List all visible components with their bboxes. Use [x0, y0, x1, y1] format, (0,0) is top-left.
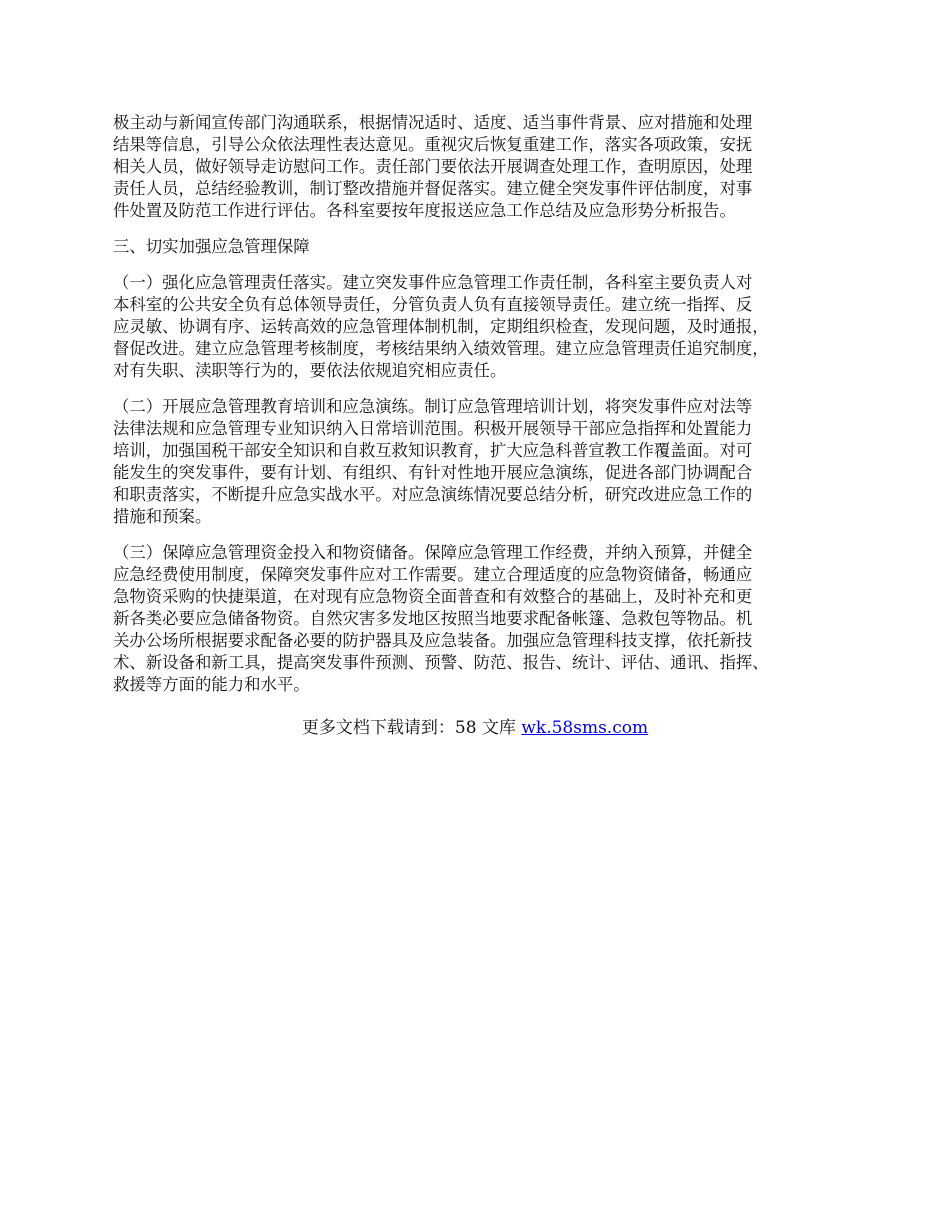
- text-line: 救援等方面的能力和水平。: [113, 675, 310, 694]
- text-line: 件处置及防范工作进行评估。各科室要按年度报送应急工作总结及应急形势分析报告。: [113, 201, 736, 220]
- paragraph-3: [113, 396, 849, 528]
- text-line: 责任人员，总结经验教训，制订整改措施并督促落实。建立健全突发事件评估制度，对事: [113, 179, 753, 198]
- paragraph-1: [113, 112, 849, 222]
- text-line: 和职责落实，不断提升应急实战水平。对应急演练情况要总结分析，研究改进应急工作的: [113, 485, 753, 504]
- text-line: 应灵敏、协调有序、运转高效的应急管理体制机制，定期组织检查，发现问题，及时通报，: [113, 317, 769, 336]
- text-line: （二）开展应急管理教育培训和应急演练。制订应急管理培训计划，将突发事件应对法等: [113, 397, 753, 416]
- text-line: 关办公场所根据要求配备必要的防护器具及应急装备。加强应急管理科技支撑，依托新技: [113, 631, 753, 650]
- text-line: 督促改进。建立应急管理考核制度，考核结果纳入绩效管理。建立应急管理责任追究制度，: [113, 339, 769, 358]
- text-line: 新各类必要应急储备物资。自然灾害多发地区按照当地要求配备帐篷、急救包等物品。机: [113, 609, 753, 628]
- text-line: 本科室的公共安全负有总体领导责任，分管负责人负有直接领导责任。建立统一指挥、反: [113, 295, 753, 314]
- text-line: 结果等信息，引导公众依法理性表达意见。重视灾后恢复重建工作，落实各项政策，安抚: [113, 135, 753, 154]
- document-body: [113, 112, 849, 710]
- text-line: 相关人员，做好领导走访慰问工作。责任部门要依法开展调查处理工作，查明原因，处理: [113, 157, 753, 176]
- download-footer: [0, 716, 950, 740]
- text-line: 法律法规和应急管理专业知识纳入日常培训范围。积极开展领导干部应急指挥和处置能力: [113, 419, 753, 438]
- text-line: 极主动与新闻宣传部门沟通联系，根据情况适时、适度、适当事件背景、应对措施和处理: [113, 113, 753, 132]
- text-line: 对有失职、渎职等行为的，要依法依规追究相应责任。: [113, 361, 507, 380]
- text-line: 急物资采购的快捷渠道，在对现有应急物资全面普查和有效整合的基础上，及时补充和更: [113, 587, 753, 606]
- text-line: 术、新设备和新工具，提高突发事件预测、预警、防范、报告、统计、评估、通讯、指挥、: [113, 653, 769, 672]
- footer-prefix-text: 更多文档下载请到：58 文库: [301, 718, 522, 738]
- paragraph-4: [113, 542, 849, 696]
- paragraph-2: [113, 272, 849, 382]
- text-line: （一）强化应急管理责任落实。建立突发事件应急管理工作责任制，各科室主要负责人对: [113, 273, 753, 292]
- text-line: 培训，加强国税干部安全知识和自救互救知识教育，扩大应急科普宣教工作覆盖面。对可: [113, 441, 753, 460]
- text-line: （三）保障应急管理资金投入和物资储备。保障应急管理工作经费，并纳入预算，并健全: [113, 543, 753, 562]
- text-line: 能发生的突发事件，要有计划、有组织、有针对性地开展应急演练，促进各部门协调配合: [113, 463, 753, 482]
- footer-site-link[interactable]: wk.58sms.com: [521, 718, 649, 738]
- text-line: 措施和预案。: [113, 507, 212, 526]
- text-line: 应急经费使用制度，保障突发事件应对工作需要。建立合理适度的应急物资储备，畅通应: [113, 565, 753, 584]
- section-heading: 三、切实加强应急管理保障: [113, 237, 310, 256]
